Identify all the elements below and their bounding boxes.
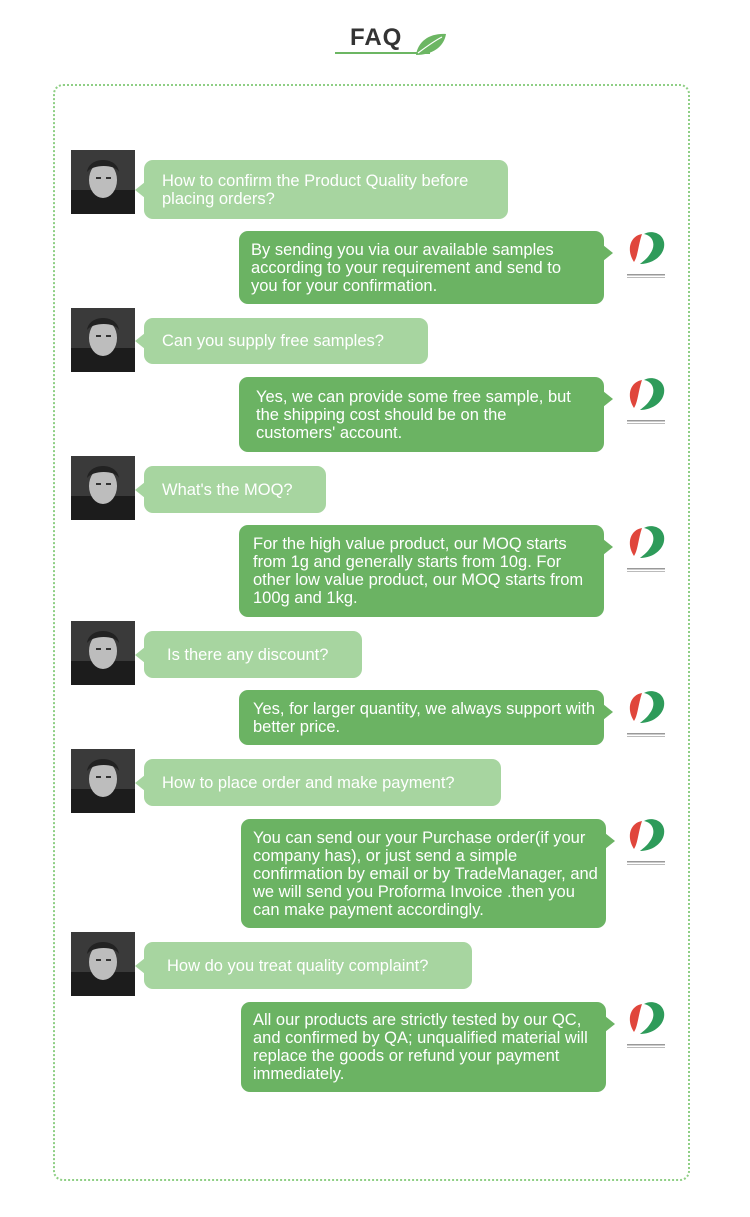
avatar (71, 150, 135, 214)
answer-bubble (241, 819, 606, 928)
question-bubble (144, 160, 508, 219)
question-bubble (144, 631, 362, 678)
answer-bubble (241, 1002, 606, 1092)
answer-text: Yes, we can provide some free sample, but the shipping cost should be on the customers' account. (256, 387, 571, 442)
question-bubble (144, 466, 326, 513)
company-logo-icon (624, 522, 668, 576)
question-text: How to confirm the Product Quality before placing orders? (162, 171, 469, 208)
question-bubble (144, 318, 428, 364)
answer-text: Yes, for larger quantity, we always support with better price. (253, 699, 596, 736)
leaf-icon (414, 31, 448, 57)
company-logo-icon (624, 815, 668, 869)
page-title: FAQ (350, 24, 403, 51)
answer-text: You can send our your Purchase order(if your company has), or just send a simple confirmation by email or by TradeManager, and we will send you Proforma Invoice .then you can make payment accordingly. (253, 828, 598, 919)
company-logo-icon (624, 998, 668, 1052)
answer-text: For the high value product, our MOQ starts from 1g and generally starts from 10g. For other low value product, our MOQ starts from 100g and 1kg. (253, 535, 584, 607)
avatar (71, 456, 135, 520)
answer-bubble (239, 231, 604, 304)
company-logo-icon (624, 228, 668, 282)
answer-text: All our products are strictly tested by our QC, and confirmed by QA; unqualified material will replace the goods or refund your payment immediately. (253, 1011, 588, 1083)
answer-bubble (239, 690, 604, 745)
question-bubble (144, 759, 501, 806)
faq-header (0, 20, 750, 60)
avatar (71, 308, 135, 372)
answer-text: By sending you via our available samples according to your requirement and send to you for your confirmation. (251, 240, 562, 295)
company-logo-icon (624, 687, 668, 741)
avatar (71, 621, 135, 685)
question-text: Can you supply free samples? (162, 332, 384, 350)
company-logo-icon (624, 374, 668, 428)
answer-bubble (239, 377, 604, 452)
avatar (71, 932, 135, 996)
question-bubble (144, 942, 472, 989)
answer-bubble (239, 525, 604, 617)
question-text: How to place order and make payment? (162, 773, 455, 792)
question-text: What's the MOQ? (162, 480, 293, 499)
avatar (71, 749, 135, 813)
question-text: How do you treat quality complaint? (167, 956, 429, 975)
question-text: Is there any discount? (167, 645, 329, 664)
